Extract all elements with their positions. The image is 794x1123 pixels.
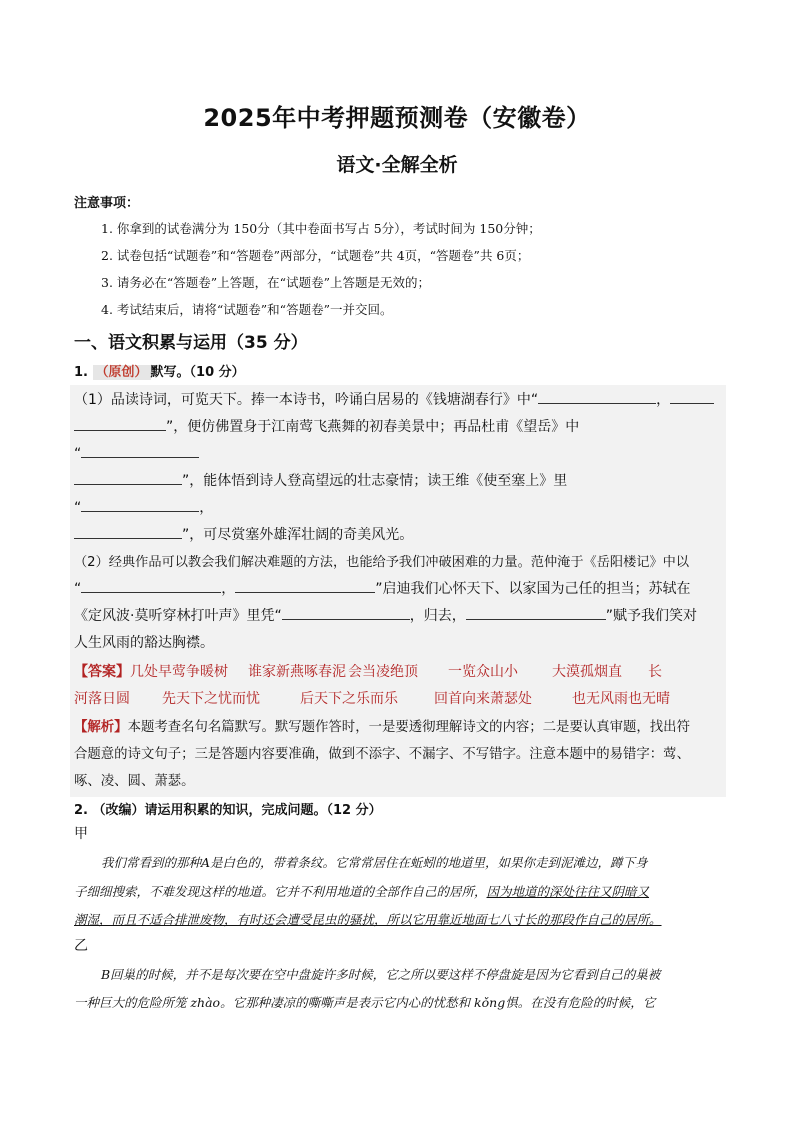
- answer-row: 河落日圆 先天下之忧而忧 后天下之乐而乐 回首向来萧瑟处 也无风雨也无晴: [74, 691, 670, 707]
- underlined-sentence: 潮湿，而且不适合排泄废物，有时还会遭受昆虫的骚扰，所以它用靠近地面七八寸长的那段作自己的居所。: [74, 912, 662, 927]
- fill-blank: [74, 470, 182, 485]
- fill-blank: [81, 497, 199, 512]
- q1-line: “ ，: [74, 497, 213, 517]
- fill-blank: [670, 389, 714, 404]
- page-title: 2025年中考押题预测卷（安徽卷）: [203, 104, 591, 132]
- fill-blank: [282, 605, 410, 620]
- q1-line: ”，便仿佛置身于江南莺飞燕舞的初春美景中；再品杜甫《望岳》中: [74, 416, 579, 436]
- q1-line: 《定风波·莫听穿林打叶声》里凭“ ，归去， ”赋予我们笑对: [74, 605, 697, 625]
- passage-line: 一种巨大的危险所笼 zhào。它那种凄凉的嘶嘶声是表示它内心的忧愁和 kǒng惧。在没有危险的时候，它: [74, 995, 656, 1010]
- passage-line: 我们常看到的那种A是白色的，带着条纹。它常常居住在蚯蚓的地道里，如果你走到泥滩边，蹲下身: [101, 855, 648, 870]
- q1-line: 人生风雨的豁达胸襟。: [74, 635, 214, 651]
- note-item: 4. 考试结束后，请将“试题卷”和“答题卷”一并交回。: [101, 302, 393, 317]
- passage-line: 子细细搜索，不难发现这样的地道。它并不利用地道的全部作自己的居所，因为地道的深处往往又阴暗又: [74, 884, 650, 899]
- q1-line: “: [74, 443, 199, 462]
- q1-line: “ ， ”启迪我们心怀天下、以家国为己任的担当；苏轼在: [74, 578, 691, 598]
- question-2-heading: 2. （改编）请运用积累的知识，完成问题。（12 分）: [74, 803, 382, 818]
- answer-label: 【答案】: [74, 664, 130, 680]
- fill-blank: [74, 524, 182, 539]
- note-item: 3. 请务必在“答题卷”上答题，在“试题卷”上答题是无效的；: [101, 275, 430, 290]
- passage-marker-b: 乙: [74, 938, 88, 954]
- passage-line: B回巢的时候，并不是每次要在空中盘旋许多时候，它之所以要这样不停盘旋是因为它看到自己的巢被: [101, 967, 661, 982]
- q1-line: ”，可尽赏塞外雄浑壮阔的奇美风光。: [74, 524, 413, 544]
- fill-blank: [81, 578, 221, 593]
- question-prompt: 默写。（10 分）: [150, 365, 245, 380]
- page-subtitle: 语文·全解全析: [336, 154, 458, 176]
- fill-blank: [235, 578, 375, 593]
- section-heading: 一、语文积累与运用（35 分）: [74, 333, 308, 353]
- analysis-line: 合题意的诗文句子；三是答题内容要准确，做到不添字、不漏字、不写错字。注意本题中的易错字：莺、: [74, 747, 690, 762]
- note-item: 2. 试卷包括“试题卷”和“答题卷”两部分，“试题卷”共 4页，“答题卷”共 6页；: [101, 248, 530, 263]
- question-1-heading: [74, 361, 245, 380]
- original-tag: （原创）: [93, 365, 151, 380]
- answer-row: 【答案】几处早莺争暖树 谁家新燕啄春泥 会当凌绝顶 一览众山小 大漠孤烟直 长: [74, 664, 662, 680]
- question-number: 1.: [74, 365, 88, 380]
- underlined-sentence: 因为地道的深处往往又阴暗又: [486, 884, 650, 899]
- analysis-label: 【解析】: [74, 720, 128, 735]
- fill-blank: [81, 443, 199, 458]
- passage-marker-a: 甲: [74, 826, 88, 842]
- q1-line: ”，能体悟到诗人登高望远的壮志豪情；读王维《使至塞上》里: [74, 470, 567, 490]
- note-item: 1. 你拿到的试卷满分为 150分（其中卷面书写占 5分），考试时间为 150分钟；: [101, 221, 541, 236]
- fill-blank: [74, 416, 166, 431]
- q1-line: （1）品读诗词，可览天下。捧一本诗书，吟诵白居易的《钱塘湖春行》中“ ，: [74, 389, 714, 409]
- analysis-line: 啄、凌、圆、萧瑟。: [74, 774, 195, 789]
- fill-blank: [538, 389, 656, 404]
- notes-heading: 注意事项：: [74, 196, 140, 211]
- q1-line: （2）经典作品可以教会我们解决难题的方法，也能给予我们冲破困难的力量。范仲淹于《岳阳楼记》中以: [74, 555, 690, 570]
- analysis-line: 【解析】本题考查名句名篇默写。默写题作答时，一是要透彻理解诗文的内容；二是要认真审题，找出符: [74, 720, 690, 735]
- fill-blank: [466, 605, 606, 620]
